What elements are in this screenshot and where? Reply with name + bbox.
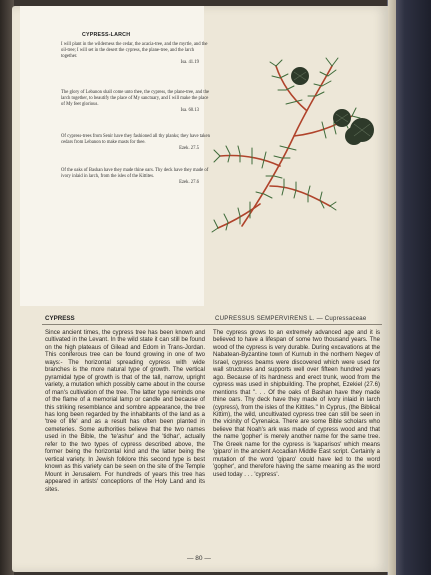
page-number: — 80 —: [187, 555, 211, 562]
latin-name: CUPRESSUS SEMPERVIRENS L. — Cupressaceae: [215, 315, 367, 322]
quote-4-text: Of the oaks of Bashan have they made thine oars. Thy deck have they made of ivory inlaid in larch, from the isles of the Kittites.: [61, 168, 209, 179]
cypress-cones: [291, 67, 374, 145]
quote-1-ref: Isa. 41.19: [180, 59, 199, 65]
cypress-branch-illustration: [202, 36, 382, 241]
quote-2-text: The glory of Lebanon shall come unto thee, the cypress, the plane-tree, and the larch together, to beautify the place of My sanctuary, and I will make the place of My feet glorious.: [61, 90, 210, 107]
section-divider: [42, 324, 382, 325]
page-edge: [388, 0, 396, 575]
quote-4-ref: Ezek. 27.6: [179, 179, 199, 185]
quote-3: [61, 134, 211, 152]
quote-1: [61, 42, 211, 66]
section-heading: CYPRESS: [45, 315, 75, 322]
quote-2: [61, 90, 211, 114]
quote-box: [20, 6, 210, 306]
quote-4: [61, 168, 211, 186]
body-column-right: The cypress grows to an extremely advanced age and it is believed to have a lifespan of some two thousand years. The wood of the cypress is very durable. During excavations at the Nabatean-Byzantine town of Kurnub in the northern Negev of Israel, cypress beams were discovered which were used for wall structures and supports well over fifteen hundred years ago. Because of its hardness and erect trunk, wood from the cypress was used in shipbuilding. The prophet, Ezekiel (27.6) mentions that ". . . Of the oaks of Bashan have they made thine oars. Thy deck have they made of ivory inlaid in larch (cypress), from the isles of the Kittites." In Cyprus, (the Biblical Kittim), the wild, uncultivated cypress tree can still be seen in the vicinity of Cyrenaica. There are some Bible scholars who believe that Noah's ark was made of cypress wood and that the name 'gopher' is merely another name for the same tree. The Greek name for the cypress is 'kaparisos' which means 'giparo' in the ancient Accadian Middle East script. Certainly a mutation of the word 'giparo' could have led to the word 'gopher', and therefore having the same meaning as the word used today . . . 'cypress'.: [213, 330, 380, 478]
quote-2-ref: Isa. 60.13: [180, 107, 199, 113]
quote-box-title: CYPRESS-LARCH: [82, 32, 131, 38]
quote-3-ref: Ezek. 27.5: [179, 145, 199, 151]
book-page: [12, 6, 388, 572]
body-column-left: Since ancient times, the cypress tree has been known and cultivated in the Levant. In the wild state it can still be found on the high plateaus of Gilead and Edom in Trans-Jordan. This coniferous tree can be found growing in one of two ways:- The horizontal spreading cypress with wide branches is the more natural type of growth. The vertical pyramidal type of growth is that of the tall, narrow, upright variety, a mutation which possibly came about in the course of man's cultivation of the tree. The latter type reminds one of the flame of a memorial lamp or candle and because of this striking resemblance and sombre appearance, the tree has long been regarded by the inhabitants of the land as a 'tree of life' and as a result has often been planted in cemeteries. Some authorities believe that the two names used in the Bible, the 'te'ashur' and the 'tidhar', actually refer to the two types of cypress described above, the former being the horizontal kind and the latter being the vertical variety. In Jewish folklore this second type is best known as this variety can be seen on the site of the Temple Mount in Jerusalem. For hundreds of years this tree has appeared in artists' conceptions of the Holy Land and its sites.: [45, 330, 205, 493]
quote-3-text: Of cypress-trees from Senir have they fashioned all thy planks; they have taken cedars from Lebanon to make masts for thee.: [61, 134, 210, 145]
quote-1-text: I will plant in the wilderness the cedar, the acacia-tree, and the myrtle, and the oil-tree; I will set in the desert the cypress, the plane-tree, and the larch together.: [61, 42, 208, 59]
